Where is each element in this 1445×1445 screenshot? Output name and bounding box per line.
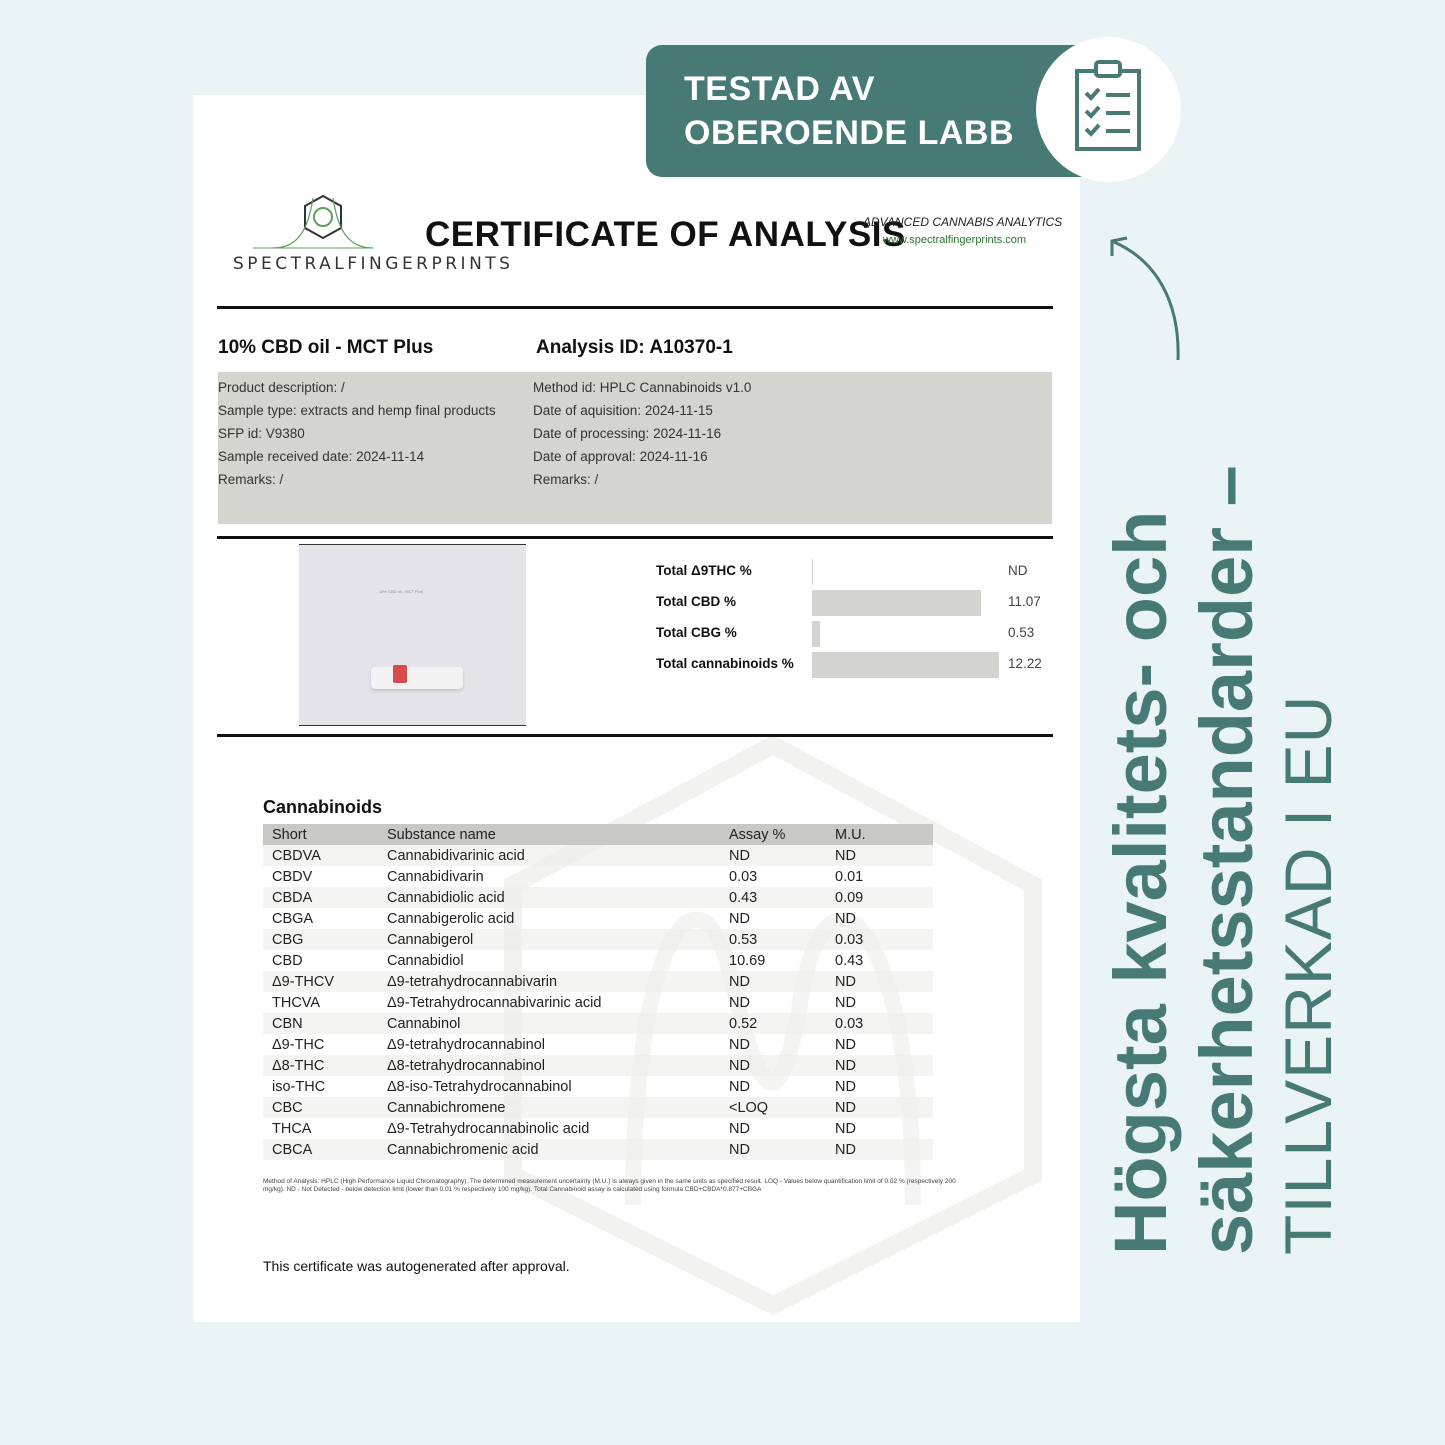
summary-bar-empty [812,559,813,585]
cell-short: CBCA [272,1142,313,1158]
summary-row [656,557,1056,585]
lab-website: www.spectralfingerprints.com [883,234,1027,246]
cell-short: CBG [272,932,304,948]
cell-short: iso-THC [272,1079,326,1095]
date-processing: Date of processing: 2024-11-16 [533,426,722,441]
cell-short: CBD [272,953,303,969]
logo-wordmark: SPECTRALFINGERPRINTS [233,254,514,274]
summary-value: 11.07 [1008,594,1041,609]
cell-assay: ND [729,1142,750,1158]
summary-bar [812,590,981,616]
cell-short: CBDV [272,869,313,885]
cell-short: Δ9-THCV [272,974,335,990]
badge-text [684,67,1014,155]
side-slogan [1098,465,1346,1255]
cell-assay: 0.52 [729,1016,758,1032]
table-row [263,845,933,866]
cell-mu: 0.03 [835,1016,864,1032]
cell-short: THCA [272,1121,312,1137]
cell-short: CBDA [272,890,313,906]
cell-assay: 0.03 [729,869,758,885]
slogan-line-3: TILLVERKAD I EU [1271,694,1345,1255]
table-row [263,1034,933,1055]
cell-mu: ND [835,1121,856,1137]
cell-assay: ND [729,1079,750,1095]
summary-bar [812,652,999,678]
cell-mu: 0.03 [835,932,864,948]
cell-mu: 0.01 [835,869,864,885]
summary-label: Total CBG % [656,625,737,640]
cell-substance: Cannabichromene [387,1100,506,1116]
badge-icon-circle [1036,37,1181,182]
cell-substance: Δ8-tetrahydrocannabinol [387,1058,546,1074]
method-footnote: Method of Analysis: HPLC (High Performance Liquid Chromatography). The determined measurement uncertainty (M.U.) is always given in the same units as specified result. LOQ - Values below quantification limit of 0.02 % (respectively 200 mg/kg). ND - Not Detected - below detection limit (lower than 0.01 % respectively 100 mg/kg). Total Cannabinoid assay is calculated using formula CBD+CBDA*0.877+CBGA [263,1178,956,1193]
table-row [263,1118,933,1139]
table-row [263,908,933,929]
cell-short: CBC [272,1100,303,1116]
cell-short: Δ9-THC [272,1037,325,1053]
cell-assay: 0.53 [729,932,758,948]
cannabinoids-heading: Cannabinoids [263,797,383,817]
divider [217,536,1053,539]
independent-lab-badge [646,45,1086,177]
cell-assay: ND [729,848,750,864]
cell-mu: ND [835,848,856,864]
date-approval: Date of approval: 2024-11-16 [533,449,708,464]
summary-label: Total Δ9THC % [656,563,752,578]
cell-substance: Δ9-Tetrahydrocannabivarinic acid [387,995,602,1011]
summary-bar [812,621,820,647]
cell-mu: ND [835,1037,856,1053]
sfp-id: SFP id: V9380 [218,426,305,441]
table-header [263,824,933,845]
sample-info-panel [218,372,1052,524]
sample-type: Sample type: extracts and hemp final products [218,403,496,418]
header-substance: Substance name [387,827,496,843]
cell-assay: <LOQ [729,1100,769,1116]
autogenerated-note: This certificate was autogenerated after approval. [263,1258,570,1274]
cell-substance: Δ9-tetrahydrocannabinol [387,1037,546,1053]
cannabinoid-table [263,824,933,1160]
method-id: Method id: HPLC Cannabinoids v1.0 [533,380,752,395]
slogan-line-1: Högsta kvalitets- och [1099,510,1182,1255]
cell-substance: Δ9-tetrahydrocannabivarin [387,974,558,990]
cell-substance: Cannabichromenic acid [387,1142,539,1158]
cell-short: THCVA [272,995,321,1011]
product-name: 10% CBD oil - MCT Plus [218,337,434,358]
bottle-cap [393,665,407,683]
sample-photo [299,544,526,726]
table-row [263,1097,933,1118]
cell-substance: Cannabidiolic acid [387,890,505,906]
summary-value: 12.22 [1008,656,1042,671]
summary-row [656,588,1056,616]
certificate-title: CERTIFICATE OF ANALYSIS [425,215,906,254]
cell-assay: ND [729,1121,750,1137]
cell-assay: 10.69 [729,953,766,969]
cell-substance: Δ9-Tetrahydrocannabinolic acid [387,1121,590,1137]
cell-assay: ND [729,911,750,927]
table-row [263,992,933,1013]
badge-line-2: OBEROENDE LABB [684,114,1015,152]
divider [217,306,1053,309]
photo-label: 10% CBD oil - MCT Plus [379,589,423,594]
bottle-image [371,667,463,689]
cell-mu: 0.09 [835,890,864,906]
cell-substance: Cannabinol [387,1016,461,1032]
date-acquisition: Date of aquisition: 2024-11-15 [533,403,713,418]
header-mu: M.U. [835,827,866,843]
cell-mu: ND [835,1058,856,1074]
cell-assay: ND [729,974,750,990]
cell-substance: Cannabigerol [387,932,474,948]
summary-label: Total CBD % [656,594,736,609]
header-short: Short [272,827,307,843]
sample-received-date: Sample received date: 2024-11-14 [218,449,425,464]
table-row [263,929,933,950]
remarks-right: Remarks: / [533,472,599,487]
table-row [263,971,933,992]
remarks-left: Remarks: / [218,472,284,487]
cell-substance: Cannabidiol [387,953,464,969]
curved-arrow-icon [1100,230,1190,370]
product-description: Product description: / [218,380,345,395]
analysis-id: Analysis ID: A10370-1 [536,337,733,358]
certificate-document [193,95,1080,1322]
cell-mu: 0.43 [835,953,864,969]
badge-line-1: TESTAD AV [684,70,875,108]
cell-short: CBGA [272,911,314,927]
cell-substance: Cannabidivarinic acid [387,848,525,864]
cell-short: CBN [272,1016,303,1032]
cell-assay: ND [729,1058,750,1074]
summary-value: ND [1008,563,1028,578]
cell-mu: ND [835,911,856,927]
cell-mu: ND [835,1142,856,1158]
cell-assay: ND [729,995,750,1011]
cell-substance: Cannabigerolic acid [387,911,515,927]
divider [217,734,1053,737]
table-row [263,887,933,908]
cell-mu: ND [835,995,856,1011]
cell-mu: ND [835,1100,856,1116]
cell-mu: ND [835,974,856,990]
cell-short: CBDVA [272,848,321,864]
summary-label: Total cannabinoids % [656,656,794,671]
table-row [263,950,933,971]
table-row [263,1139,933,1160]
table-row [263,1013,933,1034]
clipboard-checklist-icon [1072,59,1144,155]
header-assay: Assay % [729,827,786,843]
table-row [263,1076,933,1097]
table-row [263,866,933,887]
cell-short: Δ8-THC [272,1058,325,1074]
summary-value: 0.53 [1008,625,1035,640]
cell-mu: ND [835,1079,856,1095]
summary-row [656,650,1056,678]
cell-assay: 0.43 [729,890,758,906]
lab-tagline: ADVANCED CANNABIS ANALYTICS [863,215,1063,229]
sample-info-right [533,376,751,491]
summary-row [656,619,1056,647]
cell-substance: Δ8-iso-Tetrahydrocannabinol [387,1079,572,1095]
slogan-line-2: säkerhetsstandarder – [1185,465,1268,1255]
hexagon-logo-icon [253,190,373,252]
sample-info-left [218,376,496,491]
cell-assay: ND [729,1037,750,1053]
cell-substance: Cannabidivarin [387,869,484,885]
table-row [263,1055,933,1076]
